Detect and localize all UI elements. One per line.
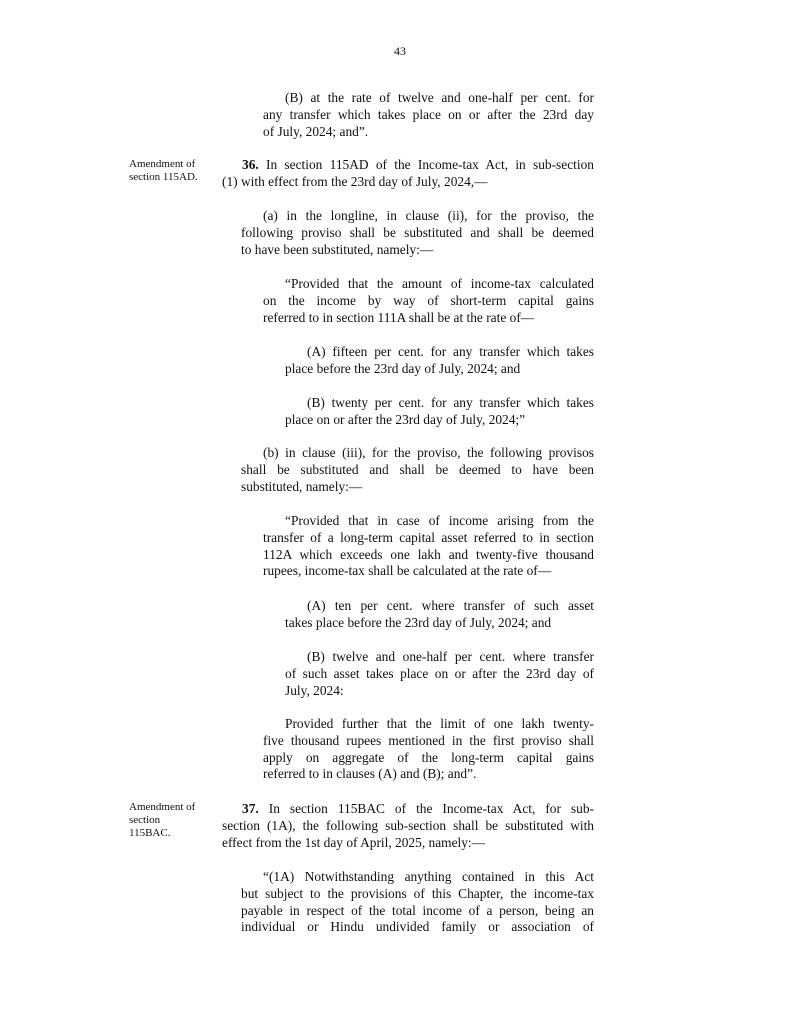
- text-line: In section 115AD of the Income-tax Act, in sub-section: [258, 157, 594, 172]
- clause-b-sub-A: [285, 598, 594, 632]
- clause-a: [241, 208, 594, 258]
- text-line: following proviso shall be substituted and shall be deemed: [241, 224, 594, 240]
- text-line: place on or after the 23rd day of July, 2024;”: [285, 411, 526, 427]
- text-line: (A) ten per cent. where transfer of such asset: [307, 598, 594, 613]
- text-line: (1) with effect from the 23rd day of July, 2024,—: [222, 173, 488, 189]
- text-line: Provided further that the limit of one lakh twenty-: [285, 716, 594, 731]
- text-line: In section 115BAC of the Income-tax Act, for sub-: [258, 801, 594, 816]
- text-line: (a) in the longline, in clause (ii), for the proviso, the: [263, 208, 594, 223]
- clause-a-sub-A: [285, 344, 594, 378]
- text-line: individual or Hindu undivided family or association of: [241, 919, 594, 935]
- text-line: takes place before the 23rd day of July, 2024; and: [285, 614, 552, 630]
- margin-note-section-37: [129, 801, 195, 840]
- text-line: (B) at the rate of twelve and one-half per cent. for: [285, 90, 594, 105]
- text-line: of July, 2024; and”.: [263, 123, 369, 139]
- text-line: of such asset takes place on or after the 23rd day of: [285, 665, 594, 681]
- text-line: apply on aggregate of the long-term capital gains: [263, 749, 594, 765]
- page-number: 43: [394, 44, 406, 58]
- text-line: payable in respect of the total income of a person, being an: [241, 902, 594, 918]
- section-number: 37.: [242, 801, 259, 816]
- text-line: transfer of a long-term capital asset referred to in section: [263, 529, 594, 545]
- text-line: place before the 23rd day of July, 2024; and: [285, 360, 521, 376]
- section-37-intro: [222, 801, 594, 851]
- text-line: effect from the 1st day of April, 2025, namely:—: [222, 834, 486, 850]
- margin-note-line: section 115AD.: [129, 171, 198, 183]
- text-line: “Provided that the amount of income-tax calculated: [285, 276, 594, 291]
- clause-a-sub-B: [285, 395, 594, 429]
- text-line: rupees, income-tax shall be calculated at the rate of—: [263, 563, 552, 579]
- text-line: shall be substituted and shall be deemed to have been: [241, 461, 594, 477]
- clause-b: [241, 445, 594, 495]
- text-line: any transfer which takes place on or after the 23rd day: [263, 106, 594, 122]
- text-line: section (1A), the following sub-section shall be substituted with: [222, 817, 594, 833]
- clause-a-proviso: [263, 276, 594, 326]
- section-number: 36.: [242, 157, 259, 172]
- text-line: “(1A) Notwithstanding anything contained in this Act: [263, 869, 594, 884]
- clause-b-continuation: [263, 90, 594, 140]
- text-line: (B) twelve and one-half per cent. where transfer: [307, 649, 594, 664]
- text-line: but subject to the provisions of this Chapter, the income-tax: [241, 885, 594, 901]
- text-line: referred to in section 111A shall be at the rate of—: [263, 309, 535, 325]
- text-line: 112A which exceeds one lakh and twenty-five thousand: [263, 546, 594, 562]
- margin-note-line: 115BAC.: [129, 827, 171, 839]
- text-line: to have been substituted, namely:—: [241, 241, 434, 257]
- text-line: referred to in clauses (A) and (B); and”.: [263, 766, 477, 782]
- text-line: substituted, namely:—: [241, 478, 363, 494]
- margin-note-line: section: [129, 814, 161, 826]
- clause-b-sub-B: [285, 649, 594, 699]
- text-line: July, 2024:: [285, 682, 344, 698]
- margin-note-line: Amendment of: [129, 158, 196, 170]
- section-36-intro: [222, 157, 594, 191]
- text-line: (b) in clause (iii), for the proviso, the following provisos: [263, 445, 594, 460]
- text-line: “Provided that in case of income arising from the: [285, 513, 594, 528]
- clause-b-further-proviso: [263, 716, 594, 783]
- margin-note-section-36: [129, 158, 198, 184]
- clause-b-proviso: [263, 513, 594, 580]
- margin-note-line: Amendment of: [129, 801, 196, 813]
- section-37-body: [241, 869, 594, 936]
- text-line: (B) twenty per cent. for any transfer which takes: [307, 395, 594, 410]
- text-line: five thousand rupees mentioned in the first proviso shall: [263, 732, 594, 748]
- text-line: on the income by way of short-term capital gains: [263, 292, 594, 308]
- text-line: (A) fifteen per cent. for any transfer which takes: [307, 344, 594, 359]
